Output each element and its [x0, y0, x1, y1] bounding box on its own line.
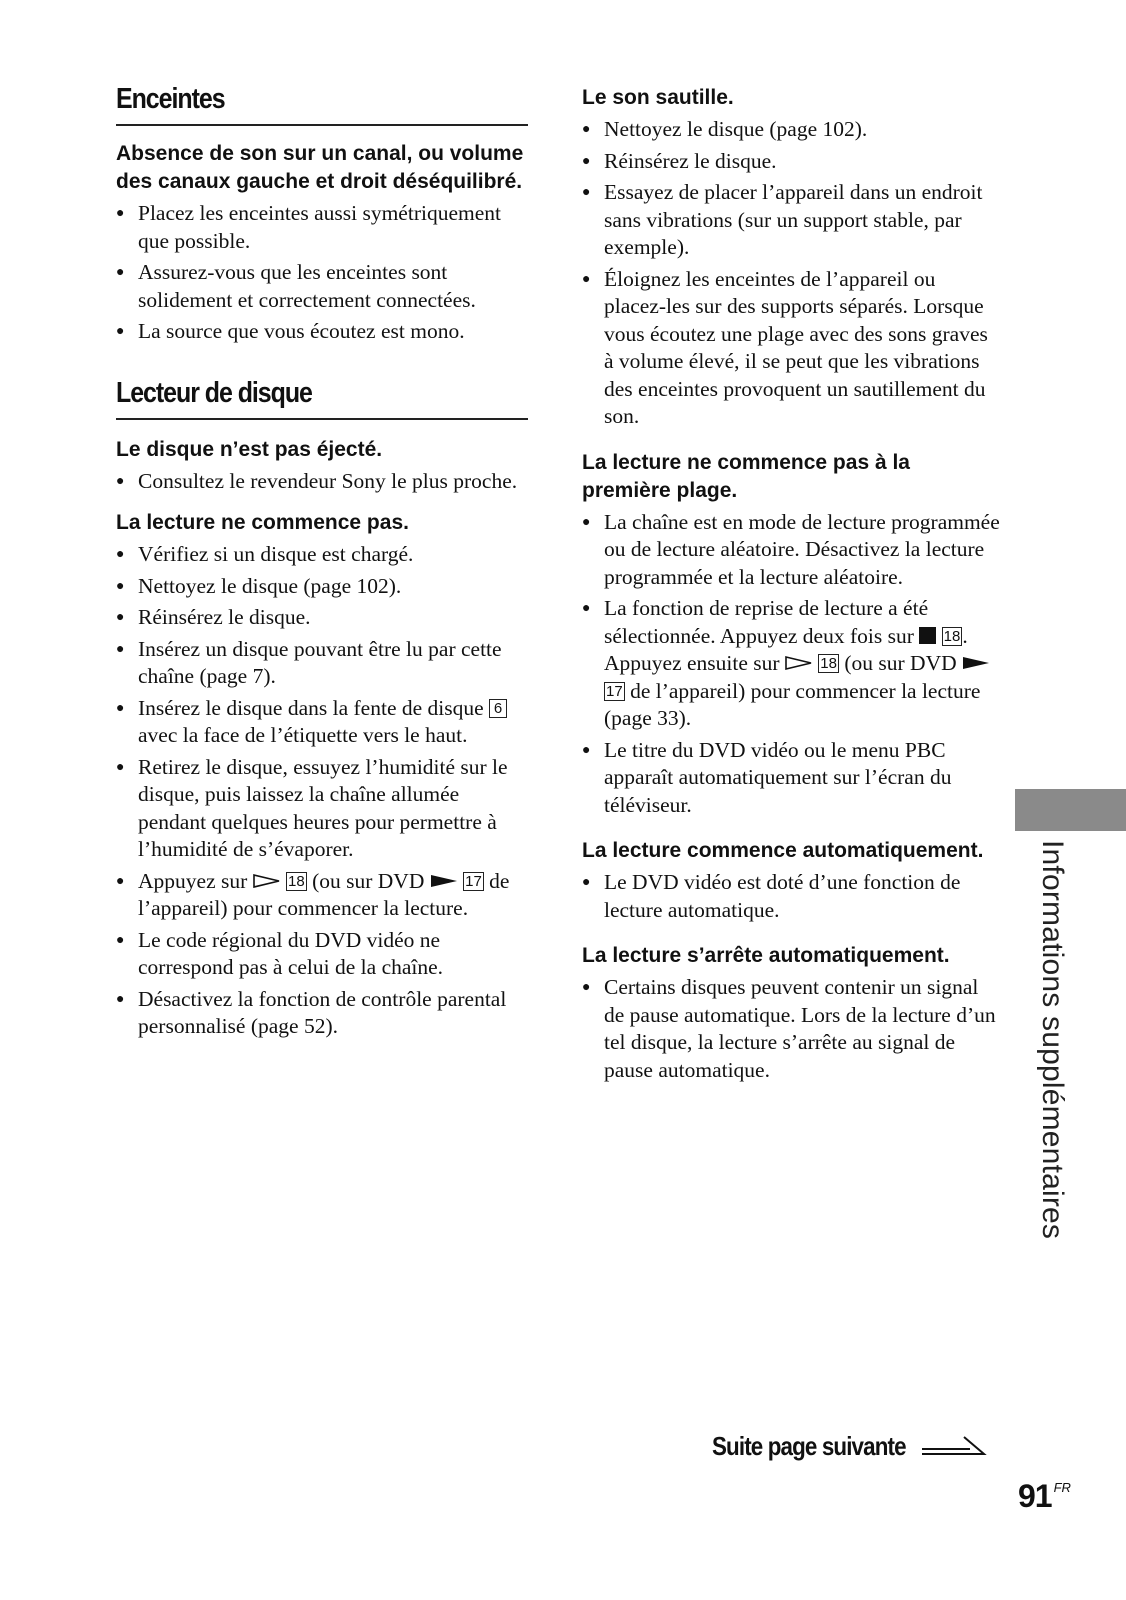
continued-next-page	[712, 1431, 1012, 1471]
play-outline-icon	[785, 655, 813, 671]
key-label: 17	[606, 682, 623, 700]
key-label: 18	[820, 655, 837, 672]
list-item: ● Désactivez la fonction de contrôle parental personnalisé (page 52).	[116, 986, 528, 1041]
list-item: ● La chaîne est en mode de lecture programmée ou de lecture aléatoire. Désactivez la lecture programmée et la lecture aléatoire.	[582, 509, 1000, 592]
list-item: ● Assurez-vous que les enceintes sont solidement et correctement connectées.	[116, 259, 528, 314]
key-label: 18	[943, 627, 961, 645]
bullet-list	[582, 116, 1000, 431]
right-column	[582, 80, 1000, 1084]
bullet-list	[582, 869, 1000, 924]
section-rule	[116, 418, 528, 420]
list-item: ● Placez les enceintes aussi symétriquement que possible.	[116, 200, 528, 255]
topic-heading: Absence de son sur un canal, ou volume des canaux gauche et droit déséquilibré.	[116, 142, 524, 193]
topic-heading: La lecture ne commence pas.	[116, 511, 409, 534]
list-item: ● Le DVD vidéo est doté d’une fonction de lecture automatique.	[582, 869, 1000, 924]
section-title-lecteur: Lecteur de disque	[116, 376, 312, 409]
list-item: ● Nettoyez le disque (page 102).	[116, 573, 528, 601]
side-tab-marker	[1015, 789, 1126, 831]
play-outline-icon	[253, 873, 281, 889]
list-item: ● Le code régional du DVD vidéo ne correspond pas à celui de la chaîne.	[116, 927, 528, 982]
list-item: ● Insérez le disque dans la fente de disque 6 avec la face de l’étiquette vers le haut.	[116, 695, 528, 750]
list-item: ● Réinsérez le disque.	[582, 148, 1000, 176]
list-item: ● Le titre du DVD vidéo ou le menu PBC apparaît automatiquement sur l’écran du téléviseur.	[582, 737, 1000, 820]
play-solid-icon	[430, 873, 458, 889]
bullet-list	[116, 200, 528, 346]
next-page-arrow-icon	[920, 1433, 988, 1457]
list-item: ● Vérifiez si un disque est chargé.	[116, 541, 528, 569]
list-item: ● Réinsérez le disque.	[116, 604, 528, 632]
bullet-list	[116, 541, 528, 1041]
list-item: ● La fonction de reprise de lecture a été sélectionnée. Appuyez deux fois sur 18. Appuyez ensuite sur 18 (ou sur DVD 17 de l’appareil) pour commencer la lecture (page 33).	[582, 595, 1000, 733]
stop-icon	[919, 627, 936, 644]
page-suffix: FR	[1053, 1480, 1071, 1495]
side-tab-label: Informations supplémentaires	[1036, 840, 1069, 1240]
key-label: 6	[489, 699, 507, 718]
list-item: ● Certains disques peuvent contenir un signal de pause automatique. Lors de la lecture d’un tel disque, la lecture s’arrête au signal de pause automatique.	[582, 974, 1000, 1084]
bullet-list	[582, 974, 1000, 1084]
list-item: ● Retirez le disque, essuyez l’humidité sur le disque, puis laissez la chaîne allumée pendant quelques heures pour permettre à l’humidité de s’évaporer.	[116, 754, 528, 864]
list-item: ● Éloignez les enceintes de l’appareil ou placez-les sur des supports séparés. Lorsque vous écoutez une plage avec des sons graves à volume élevé, il se peut que les vibrations des enceintes provoquent un sautillement du son.	[582, 266, 1000, 431]
play-solid-icon	[962, 655, 990, 671]
topic-heading: La lecture ne commence pas à la première plage.	[582, 450, 910, 502]
topic-heading: Le disque n’est pas éjecté.	[116, 437, 383, 461]
left-column	[116, 80, 528, 1041]
key-label: 17	[465, 872, 482, 890]
list-item: ● Consultez le revendeur Sony le plus proche.	[116, 468, 528, 496]
key-label: 18	[288, 872, 305, 890]
topic-heading: Le son sautille.	[582, 86, 734, 109]
list-item: ● La source que vous écoutez est mono.	[116, 318, 528, 346]
page-number: 91 $^{FR}$	[1018, 1478, 1071, 1514]
list-item: ● Nettoyez le disque (page 102).	[582, 116, 1000, 144]
bullet-list	[582, 509, 1000, 820]
section-rule	[116, 124, 528, 126]
continued-label: Suite page suivante	[712, 1431, 906, 1461]
list-item: ● Appuyez sur 18 (ou sur DVD 17 de l’appareil) pour commencer la lecture.	[116, 868, 528, 923]
bullet-list	[116, 468, 528, 496]
list-item: ● Insérez un disque pouvant être lu par cette chaîne (page 7).	[116, 636, 528, 691]
topic-heading: La lecture commence automatiquement.	[582, 839, 984, 862]
list-item: ● Essayez de placer l’appareil dans un endroit sans vibrations (sur un support stable, par exemple).	[582, 179, 1000, 262]
topic-heading: La lecture s’arrête automatiquement.	[582, 944, 950, 967]
section-title-enceintes: Enceintes	[116, 83, 225, 115]
